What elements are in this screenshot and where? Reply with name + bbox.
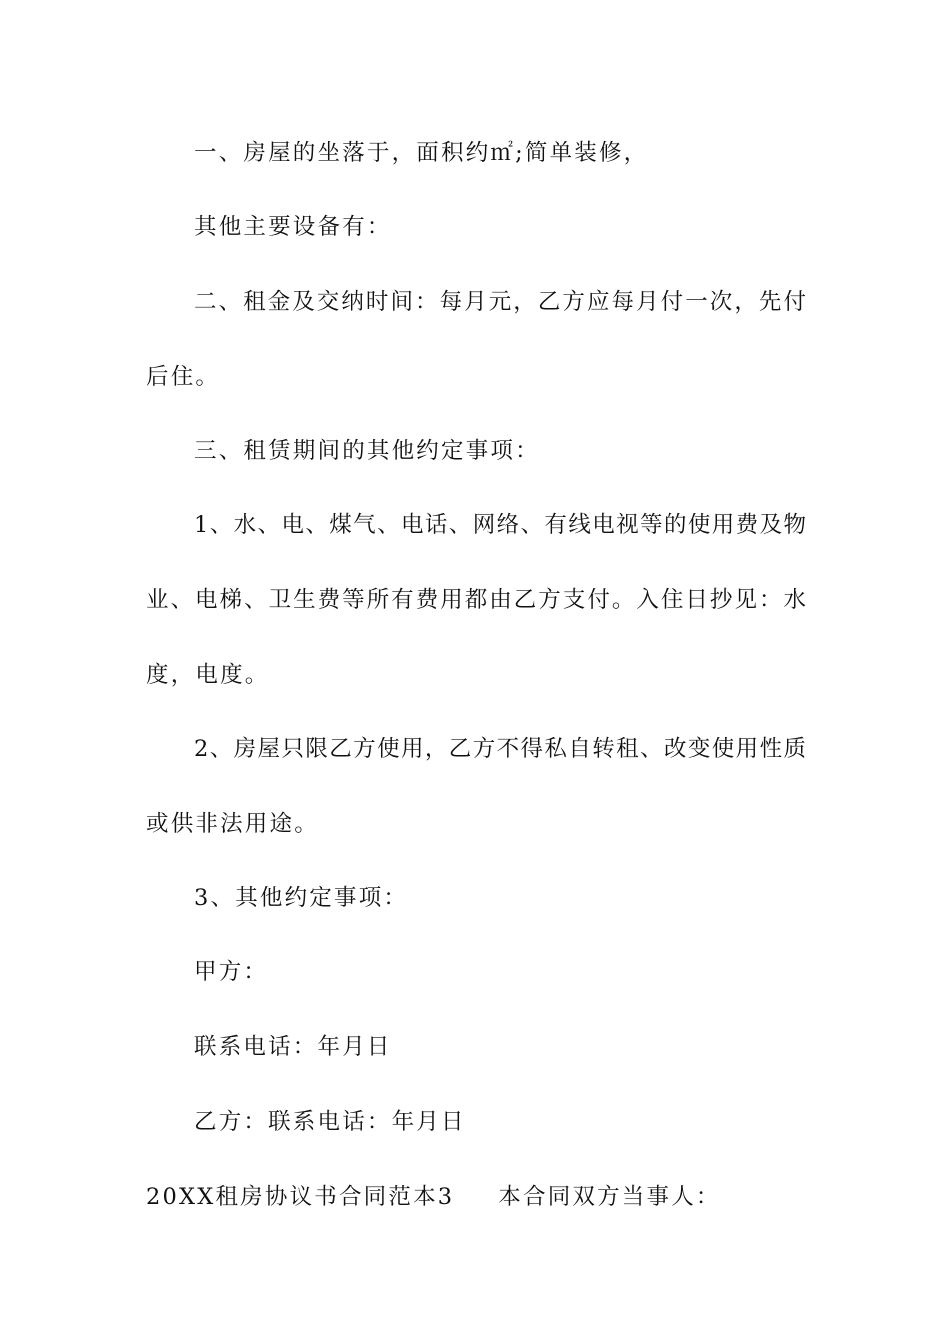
clause-3-item-3: 3、其他约定事项： [194, 885, 409, 911]
party-b-contact: 乙方：联系电话：年月日 [194, 1109, 466, 1135]
contract-parties-intro: 本合同双方当事人： [498, 1184, 721, 1210]
clause-1-equipment: 其他主要设备有： [194, 214, 392, 240]
clause-1-location: 一、房屋的坐落于，面积约㎡;简单装修， [194, 140, 649, 166]
clause-3-title: 三、租赁期间的其他约定事项： [194, 438, 540, 464]
clause-2-rent: 二、租金及交纳时间：每月元，乙方应每月付一次，先付 [194, 289, 806, 315]
contract-heading: 20XX租房协议书合同范本3 [146, 1184, 455, 1210]
clause-3-item-1: 1、水、电、煤气、电话、网络、有线电视等的使用费及物 [194, 512, 806, 538]
clause-3-item-1-cont: 业、电梯、卫生费等所有费用都由乙方支付。入住日抄见：水 [146, 587, 806, 613]
party-a-contact: 联系电话：年月日 [194, 1034, 392, 1060]
clause-2-rent-cont: 后住。 [146, 364, 221, 390]
clause-3-item-1-end: 度，电度。 [146, 662, 270, 688]
next-contract-line [146, 1182, 806, 1212]
clause-3-item-2-cont: 或供非法用途。 [146, 811, 319, 837]
party-a-label: 甲方： [194, 959, 269, 985]
clause-3-item-2: 2、房屋只限乙方使用，乙方不得私自转租、改变使用性质 [194, 736, 806, 762]
